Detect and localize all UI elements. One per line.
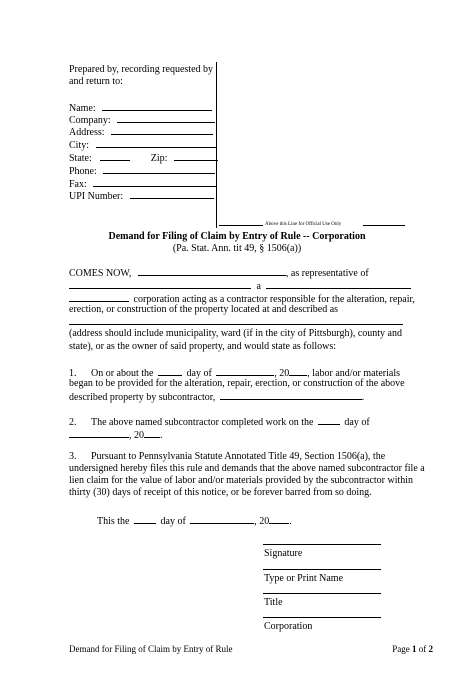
state-label: State: xyxy=(69,153,92,164)
city-blank[interactable] xyxy=(96,138,216,148)
of-word: of xyxy=(418,644,427,654)
p1-period: . xyxy=(361,392,365,403)
paragraph-1-line2: began to be provided for the alteration, repair, erection, or construction of the above xyxy=(69,378,405,389)
paragraph-3-line4: thirty (30) days of receipt of this notice, or be forever barred from so doing. xyxy=(69,487,372,498)
paragraph-3-line2: undersigned hereby files this rule and demands that the above named subcontractor file a xyxy=(69,463,425,474)
upi-field[interactable] xyxy=(69,189,214,203)
state-zip-field[interactable] xyxy=(69,151,218,165)
printed-name-blank[interactable] xyxy=(263,569,381,570)
address-blank[interactable] xyxy=(111,125,213,135)
paragraph-2-line2 xyxy=(69,428,163,443)
upi-label: UPI Number: xyxy=(69,191,124,202)
p2-period: . xyxy=(160,430,163,441)
document-title: Demand for Filing of Claim by Entry of Rule -- Corporation xyxy=(108,231,366,242)
execution-year-blank[interactable] xyxy=(269,514,289,524)
phone-blank[interactable] xyxy=(103,164,215,174)
name-blank[interactable] xyxy=(102,101,212,111)
city-label: City: xyxy=(69,140,90,151)
erection-line: erection, or construction of the property located at and described as xyxy=(69,304,339,315)
title-blank[interactable] xyxy=(263,593,381,594)
corporation-acting-text: corporation acting as a contractor responsible for the alteration, repair, xyxy=(133,294,415,305)
p1-on-or-about: On or about the xyxy=(91,368,154,379)
this-the-label: This the xyxy=(97,516,130,527)
corporation-name-blank[interactable] xyxy=(69,279,251,289)
state-blank[interactable] xyxy=(100,151,130,161)
page-current: 1 xyxy=(412,644,417,654)
prepared-by-line2: and return to: xyxy=(69,76,123,87)
prepared-by-line1: Prepared by, recording requested by xyxy=(69,64,214,75)
execution-day-blank[interactable] xyxy=(134,514,156,524)
p2-number: 2. xyxy=(69,417,77,428)
header-divider-vertical xyxy=(216,62,217,228)
name-label: Name: xyxy=(69,103,96,114)
paragraph-3-line3: lien claim for the value of labor and/or materials provided by the subcontractor within xyxy=(69,475,414,486)
paragraph-1-line3 xyxy=(69,390,364,405)
page-total: 2 xyxy=(428,644,433,654)
paragraph-3-line1 xyxy=(69,451,385,464)
printed-name-label: Type or Print Name xyxy=(264,573,344,584)
a-label: a xyxy=(256,281,261,292)
state-owner-line: state), or as the owner of said property, and would state as follows: xyxy=(69,341,337,352)
execution-period: . xyxy=(289,516,292,527)
p1-day-blank[interactable] xyxy=(158,366,182,376)
p3-line1-text: Pursuant to Pennsylvania Statute Annotated Title 49, Section 1506(a), the xyxy=(91,451,386,462)
page-word: Page xyxy=(392,644,410,654)
statute-citation: (Pa. Stat. Ann. tit 49, § 1506(a)) xyxy=(172,243,302,254)
p2-month-blank[interactable] xyxy=(69,428,129,438)
execution-date-line xyxy=(97,514,292,529)
company-label: Company: xyxy=(69,115,111,126)
page-number xyxy=(392,643,433,655)
official-use-label: Above this Line for Official Use Only xyxy=(265,222,342,227)
signature-label: Signature xyxy=(264,548,303,559)
title-label: Title xyxy=(264,597,283,608)
zip-blank[interactable] xyxy=(174,151,218,161)
p2-year-blank[interactable] xyxy=(144,428,160,438)
representative-name-blank[interactable] xyxy=(138,266,286,276)
corporation-blank[interactable] xyxy=(263,617,381,618)
p2-day-of: day of xyxy=(344,417,370,428)
fax-blank[interactable] xyxy=(93,177,217,187)
p2-year-label: , 20 xyxy=(129,430,144,441)
execution-month-blank[interactable] xyxy=(190,514,254,524)
p1-labor: , labor and/or materials xyxy=(307,368,401,379)
corporation-label: Corporation xyxy=(264,621,313,632)
p2-text: The above named subcontractor completed work on the xyxy=(91,417,314,428)
execution-day-of: day of xyxy=(160,516,186,527)
p3-number: 3. xyxy=(69,451,77,462)
as-representative-label: , as representative of xyxy=(285,268,369,279)
address-note: (address should include municipality, ward (if in the city of Pittsburgh), county and xyxy=(69,328,402,339)
subcontractor-name-blank[interactable] xyxy=(220,390,362,400)
property-address-blank[interactable] xyxy=(69,324,403,325)
official-use-rule-left xyxy=(219,225,263,226)
address-label: Address: xyxy=(69,127,105,138)
p1-day-of: day of xyxy=(186,368,212,379)
p1-year-label: , 20 xyxy=(274,368,290,379)
p1-year-blank[interactable] xyxy=(289,366,307,376)
corporation-type-blank[interactable] xyxy=(69,292,129,302)
footer-title: Demand for Filing of Claim by Entry of Rule xyxy=(69,644,233,654)
company-blank[interactable] xyxy=(117,113,215,123)
upi-blank[interactable] xyxy=(130,189,214,199)
p1-month-blank[interactable] xyxy=(216,366,274,376)
official-use-rule-right xyxy=(363,225,405,226)
p1-number: 1. xyxy=(69,368,77,379)
signature-blank[interactable] xyxy=(263,544,381,545)
zip-label: Zip: xyxy=(150,153,168,164)
execution-year-label: , 20 xyxy=(254,516,270,527)
comes-now-label: COMES NOW, xyxy=(69,268,132,279)
phone-label: Phone: xyxy=(69,166,97,177)
corporation-state-blank[interactable] xyxy=(266,279,411,289)
phone-field[interactable] xyxy=(69,164,215,178)
p1-line3-text: described property by subcontractor, xyxy=(69,392,216,403)
address-field[interactable] xyxy=(69,125,213,139)
city-field[interactable] xyxy=(69,138,216,152)
fax-label: Fax: xyxy=(69,179,87,190)
p2-day-blank[interactable] xyxy=(318,415,340,425)
